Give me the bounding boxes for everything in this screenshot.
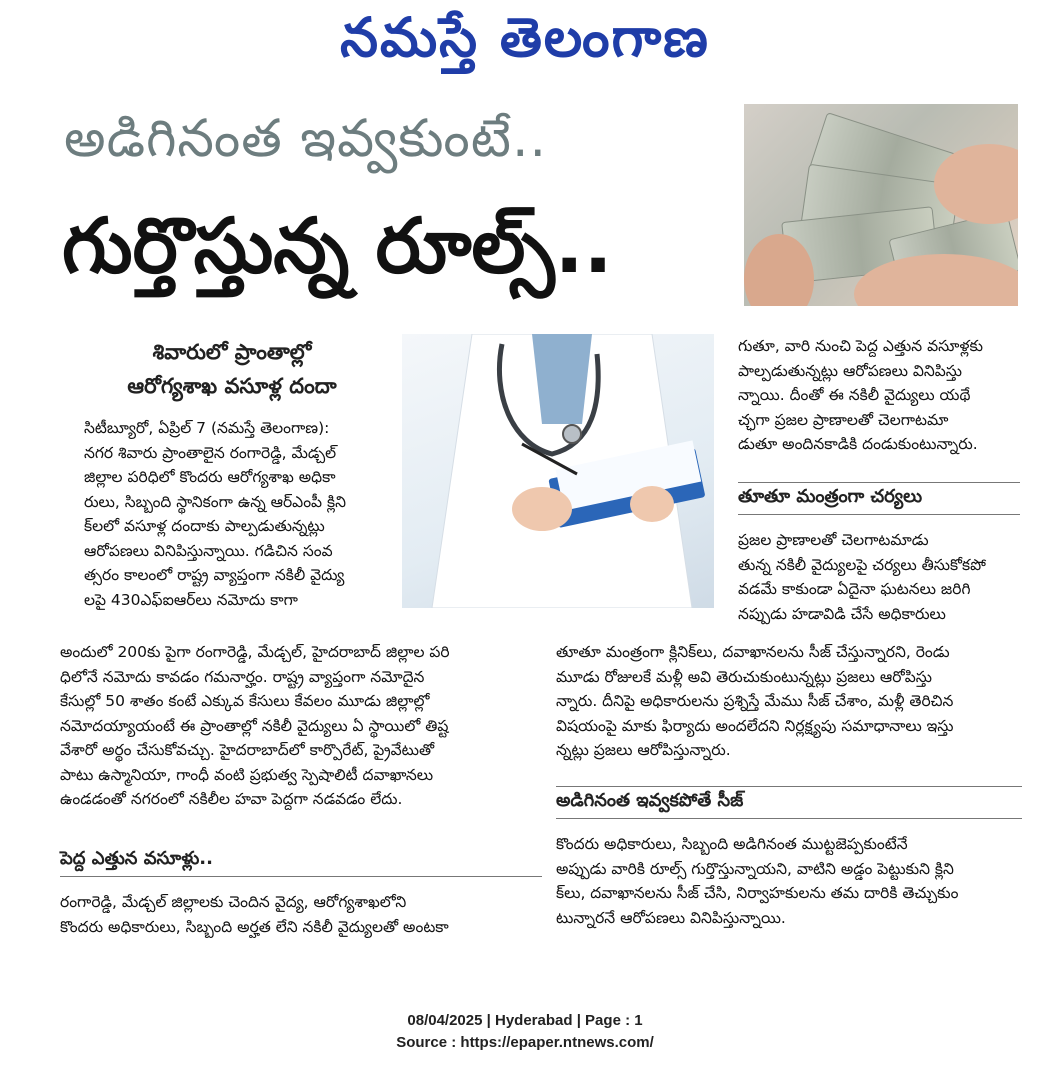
currency-notes-photo [744, 104, 1018, 306]
footer-source: Source : https://epaper.ntnews.com/ [396, 1034, 654, 1051]
subheading-line-1: శివారులో ప్రాంతాల్లో [152, 340, 312, 364]
footer-date-edition: 08/04/2025 | Hyderabad | Page : 1 [407, 1012, 643, 1029]
article-wide-paragraph: అందులో 200కు పైగా రంగారెడ్డి, మేడ్చల్, హైదరాబాద్ జిల్లాల పరి ధిలోనే నమోదు కావడం గమనార్హం. రాష్ట్ర వ్యాప్తంగా నమోదైన కేసుల్లో 50 శాతం కంటే ఎక్కువ కేసులు కేవలం మూడు జిల్లాల్లో నమోదయ్యాయంటే ఈ ప్రాంతాల్లో నకిలీ వైద్యులు ఏ స్థాయిలో తిష్ట వేశారో అర్థం చేసుకోవచ్చు. హైదరాబాద్‌లో కార్పొరేట్, ప్రైవేటుతో పాటు ఉస్మానియా, గాంధీ వంటి ప్రభుత్వ స్పెషాలిటీ దవాఖానలు ఉండడంతో నగరంలో నకిలీల హవా పెద్దగా నడవడం లేదు. [60, 643, 450, 808]
article-right-paragraph: గుతూ, వారి నుంచి పెద్ద ఎత్తున వసూళ్లకు పాల్పడుతున్నట్లు ఆరోపణలు వినిపిస్తు న్నాయి. దీంతో ఈ నకిలీ వైద్యులు యథే చ్ఛగా ప్రజల ప్రాణాలతో చెలగాటమా డుతూ అందినకాడికి దండుకుంటున్నారు. [738, 337, 983, 453]
section-divider [738, 482, 1020, 483]
section-heading-collections: పెద్ద ఎత్తున వసూళ్లు.. [60, 848, 213, 869]
section-divider [556, 818, 1022, 819]
section-heading-seize: అడిగినంత ఇవ్వకపోతే సీజ్ [556, 790, 744, 811]
newspaper-masthead: నమస్తే తెలంగాణ [340, 5, 710, 69]
section-divider [738, 514, 1020, 515]
section-divider [556, 786, 1022, 787]
section-divider [60, 876, 542, 877]
subheading-line-2: ఆరోగ్యశాఖ వసూళ్ల దందా [127, 374, 337, 398]
section-heading-token-actions: తూతూ మంత్రంగా చర్యలు [738, 486, 923, 507]
article-left-paragraph: సిటీబ్యూరో, ఏప్రిల్ 7 (నమస్తే తెలంగాణ): నగర శివారు ప్రాంతాలైన రంగారెడ్డి, మేడ్చల్ జిల్లాల పరిధిలో కొందరు ఆరోగ్యశాఖ అధికా రులు, సిబ్బంది స్థానికంగా ఉన్న ఆర్ఎంపీ క్లిని క్‌లలో వసూళ్ల దందాకు పాల్పడుతున్నట్లు ఆరోపణలు వినిపిస్తున్నాయి. గడిచిన సంవ త్సరం కాలంలో రాష్ట్ర వ్యాప్తంగా నకిలీ వైద్యు లపై 430ఎఫ్ఐఆర్‌లు నమోదు కాగా [84, 419, 346, 609]
article-mid-wide-paragraph: తూతూ మంత్రంగా క్లినిక్‌లు, దవాఖానలను సీజ్ చేస్తున్నారని, రెండు మూడు రోజులకే మళ్లీ అవి తెరుచుకుంటున్నట్లు ప్రజలు ఆరోపిస్తు న్నారు. దీనిపై అధికారులను ప్రశ్నిస్తే మేము సీజ్ చేశాం, మళ్లీ తెరిచిన విషయంపై మాకు ఫిర్యాదు అందలేదని నిర్లక్ష్యపు సమాధానాలు ఇస్తు న్నట్లు ప్రజలు ఆరోపిస్తున్నారు. [556, 643, 954, 759]
doctor-illustration [402, 334, 714, 608]
doctor-photo [402, 334, 714, 608]
headline-line-2: గుర్తొస్తున్న రూల్స్.. [62, 201, 613, 290]
section-collections-text: రంగారెడ్డి, మేడ్చల్ జిల్లాలకు చెందిన వైద్య, ఆరోగ్యశాఖలోని కొందరు అధికారులు, సిబ్బంది అర్హత లేని నకిలీ వైద్యులతో అంటకా [60, 893, 449, 936]
section-token-actions-text: ప్రజల ప్రాణాలతో చెలగాటమాడు తున్న నకిలీ వైద్యులపై చర్యలు తీసుకోకపో వడమే కాకుండా ఏదైనా ఘటనలు జరిగి నప్పుడు హడావిడి చేసే అధికారులు [738, 531, 986, 623]
section-seize-text: కొందరు అధికారులు, సిబ్బంది అడిగినంత ముట్టజెప్పకుంటేనే అప్పుడు వారికి రూల్స్ గుర్తొస్తున్నాయని, వాటిని అడ్డం పెట్టుకుని క్లిని క్‌లు, దవాఖానలను సీజ్ చేసి, నిర్వాహకులను తమ దారికి తెచ్చుకుం టున్నారనే ఆరోపణలు వినిపిస్తున్నాయి. [556, 835, 959, 927]
headline-line-1: అడిగినంత ఇవ్వకుంటే.. [64, 109, 547, 169]
